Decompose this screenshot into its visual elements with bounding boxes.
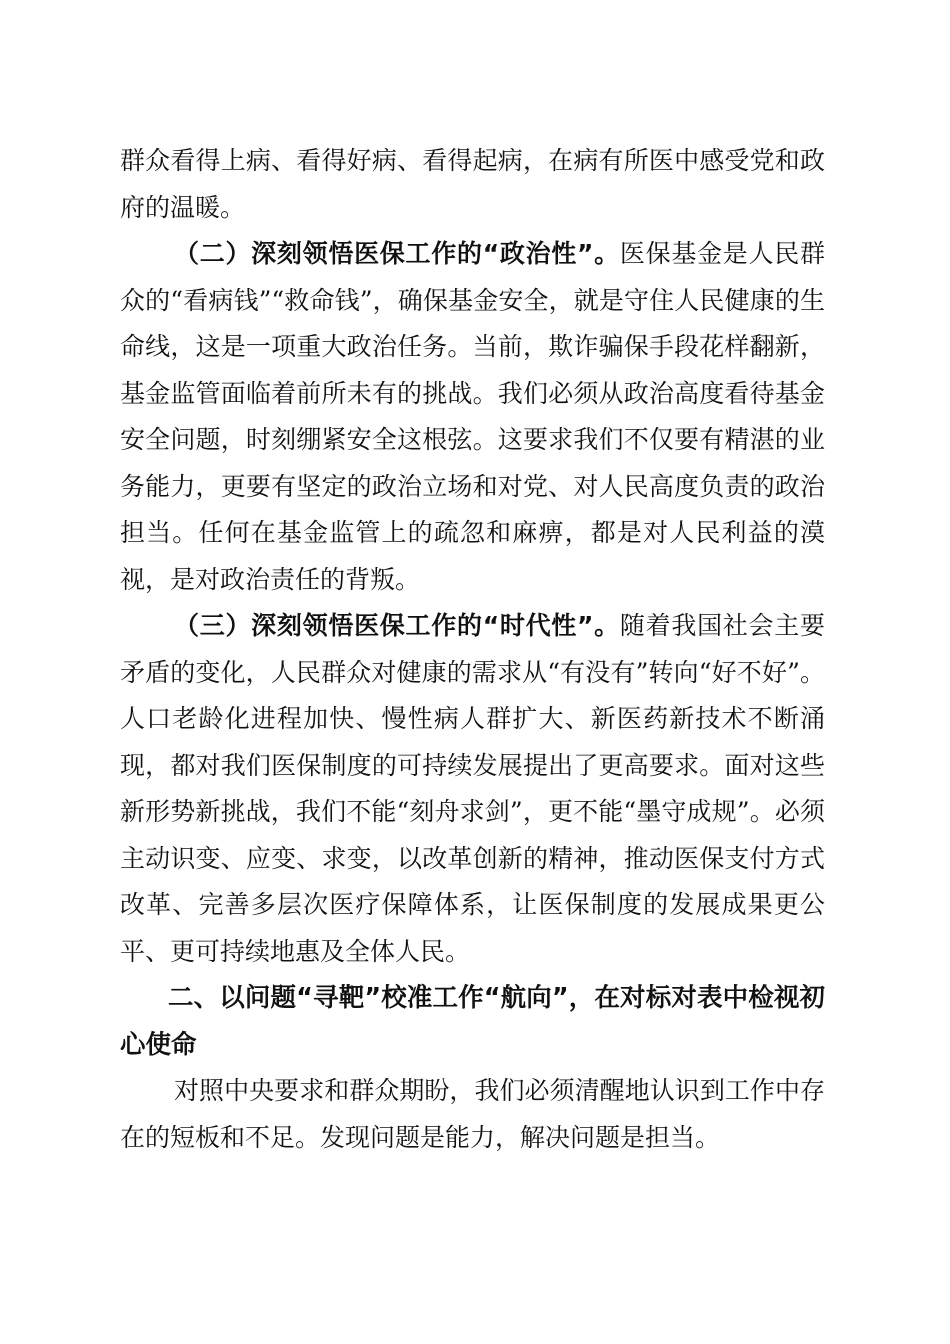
document-page	[120, 138, 825, 1161]
paragraph-political	[120, 231, 825, 603]
section-heading-2: 二、以问题“寻靶”校准工作“航向”，在对标对表中检视初心使命	[120, 983, 825, 1060]
subheading-political: （二）深刻领悟医保工作的“政治性”。	[174, 239, 620, 268]
subheading-era: （三）深刻领悟医保工作的“时代性”。	[174, 611, 620, 640]
paragraph-era	[120, 603, 825, 975]
paragraph-continuation: 群众看得上病、看得好病、看得起病，在病有所医中感受党和政府的温暖。	[120, 146, 825, 222]
paragraph-political-body: 医保基金是人民群众的“看病钱”“救命钱”，确保基金安全，就是守住人民健康的生命线，这是一项重大政治任务。当前，欺诈骗保手段花样翻新，基金监管面临着前所未有的挑战。我们必须从政治高度看待基金安全问题，时刻绷紧安全这根弦。这要求我们不仅要有精湛的业务能力，更要有坚定的政治立场和对党、对人民高度负责的政治担当。任何在基金监管上的疏忽和麻痹，都是对人民利益的漠视，是对政治责任的背叛。	[120, 239, 825, 594]
paragraph-problems: 对照中央要求和群众期盼，我们必须清醒地认识到工作中存在的短板和不足。发现问题是能力，解决问题是担当。	[120, 1076, 825, 1152]
paragraph-era-body: 随着我国社会主要矛盾的变化，人民群众对健康的需求从“有没有”转向“好不好”。人口老龄化进程加快、慢性病人群扩大、新医药新技术不断涌现，都对我们医保制度的可持续发展提出了更高要求。面对这些新形势新挑战，我们不能“刻舟求剑”，更不能“墨守成规”。必须主动识变、应变、求变，以改革创新的精神，推动医保支付方式改革、完善多层次医疗保障体系，让医保制度的发展成果更公平、更可持续地惠及全体人民。	[120, 611, 825, 966]
